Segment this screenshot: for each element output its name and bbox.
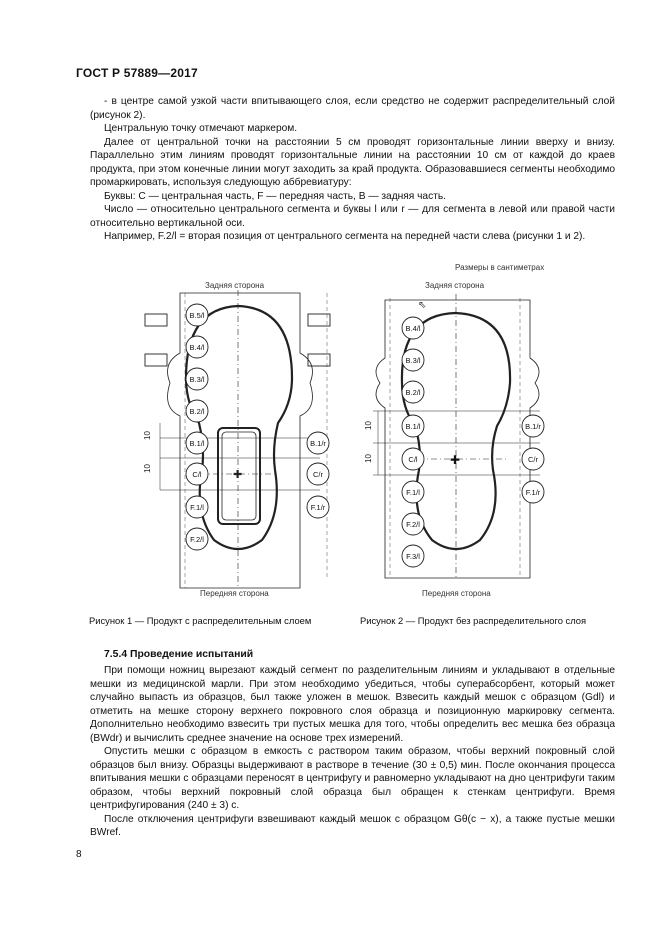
- svg-text:B.2/l: B.2/l: [405, 388, 421, 397]
- svg-text:F.1/l: F.1/l: [190, 503, 204, 512]
- intro-paragraph-2: Центральную точку отмечают маркером.: [104, 123, 298, 134]
- document-header: ГОСТ Р 57889—2017: [76, 66, 198, 80]
- svg-text:B.3/l: B.3/l: [189, 375, 205, 384]
- svg-text:B.1/r: B.1/r: [310, 439, 326, 448]
- svg-text:F.3/l: F.3/l: [406, 552, 420, 561]
- cursor-icon: ⇖: [418, 300, 427, 311]
- svg-text:F.2/l: F.2/l: [190, 535, 204, 544]
- fig1-center-mark: ✚: [233, 469, 243, 481]
- section-text: [90, 664, 615, 840]
- svg-text:B.1/l: B.1/l: [405, 422, 421, 431]
- intro-paragraph-6: Например, F.2/l = вторая позиция от центрального сегмента на передней части слева (рисунки 1 и 2).: [104, 231, 586, 242]
- figure-1: [143, 281, 330, 598]
- fig2-segment-F1r: [522, 481, 544, 503]
- section-heading: 7.5.4 Проведение испытаний: [104, 649, 254, 660]
- svg-text:B.4/l: B.4/l: [405, 324, 421, 333]
- fig1-bottom-label: Передняя сторона: [200, 589, 269, 598]
- fig2-bottom-label: Передняя сторона: [422, 589, 491, 598]
- intro-text: [90, 95, 615, 244]
- svg-text:B.2/l: B.2/l: [189, 407, 205, 416]
- fig2-segment-F1l: [402, 481, 424, 503]
- svg-text:C/l: C/l: [192, 470, 202, 479]
- svg-text:B.3/l: B.3/l: [405, 356, 421, 365]
- svg-text:F.2/l: F.2/l: [406, 520, 420, 529]
- svg-text:B.1/r: B.1/r: [525, 422, 541, 431]
- fig1-dim-upper: 10: [143, 431, 152, 440]
- intro-paragraph-4: Буквы: C — центральная часть, F — передняя часть, B — задняя часть.: [104, 190, 446, 202]
- intro-paragraph-5: Число — относительно центрального сегмента и буквы l или r — для сегмента в левой или правой части относительно вертикальной оси.: [90, 204, 615, 229]
- fig1-segment-B4l: [186, 336, 208, 358]
- svg-text:C/l: C/l: [408, 455, 418, 464]
- units-note: Размеры в сантиметрах: [455, 263, 545, 272]
- figure-2: [364, 281, 544, 598]
- fig1-segment-F1l: [186, 496, 208, 518]
- fig2-segment-B3l: [402, 349, 424, 371]
- fig2-segment-Cr: [522, 448, 544, 470]
- fig2-segment-Cl: [402, 448, 424, 470]
- fig1-tab-left-bottom: [145, 354, 167, 366]
- fig1-dim-lower: 10: [143, 464, 152, 473]
- fig1-segment-Cl: [186, 463, 208, 485]
- fig2-segment-B4l: [402, 317, 424, 339]
- figures-area: [0, 258, 661, 638]
- fig1-top-label: Задняя сторона: [205, 281, 265, 290]
- fig2-segment-B2l: [402, 381, 424, 403]
- fig2-segment-B1r: [522, 415, 544, 437]
- fig2-segment-F2l: [402, 513, 424, 535]
- fig1-segment-B1l: [186, 432, 208, 454]
- fig1-tab-right-top: [308, 314, 330, 326]
- fig2-center-mark: ✚: [450, 453, 461, 467]
- fig2-dim-lower: 10: [364, 454, 373, 463]
- svg-text:F.1/l: F.1/l: [406, 488, 420, 497]
- fig1-segment-F1r: [307, 496, 329, 518]
- svg-text:F.1/r: F.1/r: [525, 488, 541, 497]
- section-paragraph-1: При помощи ножниц вырезают каждый сегмент по разделительным линиям и укладывают в отдельные мешки из медицинской марли. При этом необходимо убедиться, чтобы суперабсорбент, который может случайно выпасть из образцов, был также уложен в мешок. Взвесить каждый мешок с образцом (Gdl) и отметить на мешке сторону верхнего покровного слоя образца и позиционную маркировку сегмента. Дополнительно необходимо взвесить три пустых мешка для того, чтобы определить вес мешка без образца (BWdr) и вычислить среднее значение на основе трех измерений.: [90, 665, 615, 744]
- fig1-segment-B1r: [307, 432, 329, 454]
- section-paragraph-2: Опустить мешки с образцом в емкость с раствором таким образом, чтобы верхний покровный слой образцов был внизу. Образцы выдерживают в растворе в течение (30 ± 0,5) мин. После окончания процесса впитывания мешки с образцами переносят в центрифугу и равномерно укладывают на дно центрифуги таким образом, чтобы верхний покровный слой образца был обращен к стенкам центрифуги. Время центрифугирования (240 ± 3) с.: [90, 746, 615, 811]
- figure-2-caption: Рисунок 2 — Продукт без распределительного слоя: [360, 615, 587, 626]
- intro-paragraph-1: - в центре самой узкой части впитывающего слоя, если средство не содержит распределительный слой (рисунок 2).: [90, 96, 615, 121]
- fig1-tab-left-top: [145, 314, 167, 326]
- fig2-top-label: Задняя сторона: [425, 281, 485, 290]
- page-number: 8: [76, 849, 82, 860]
- figure-1-caption: Рисунок 1 — Продукт с распределительным слоем: [89, 615, 312, 626]
- fig1-segment-B3l: [186, 368, 208, 390]
- svg-text:B.4/l: B.4/l: [189, 343, 205, 352]
- fig2-dim-upper: 10: [364, 421, 373, 430]
- svg-text:F.1/r: F.1/r: [310, 503, 326, 512]
- svg-text:B.5/l: B.5/l: [189, 311, 205, 320]
- fig1-segment-F2l: [186, 528, 208, 550]
- svg-text:C/r: C/r: [528, 455, 538, 464]
- svg-text:B.1/l: B.1/l: [189, 439, 205, 448]
- svg-text:C/r: C/r: [313, 470, 323, 479]
- fig2-product-outline: [376, 300, 539, 578]
- fig2-segment-B1l: [402, 415, 424, 437]
- figures-drawing: [0, 258, 661, 638]
- fig1-segment-B2l: [186, 400, 208, 422]
- section-paragraph-3: После отключения центрифуги взвешивают каждый мешок с образцом Gθ(c − x), а также пустые мешки BWref.: [90, 813, 615, 838]
- intro-paragraph-3: Далее от центральной точки на расстоянии 5 см проводят горизонтальные линии вверху и внизу. Параллельно этим линиям проводят горизонтальные линии на расстоянии 10 см от каждой до краев продукта, при этом конечные линии могут заходить за край продукта. Образовавшиеся сегменты необходимо промаркировать, используя следующую аббревиатуру:: [90, 136, 615, 188]
- fig2-segment-F3l: [402, 545, 424, 567]
- fig1-segment-Cr: [307, 463, 329, 485]
- fig1-segment-B5l: [186, 304, 208, 326]
